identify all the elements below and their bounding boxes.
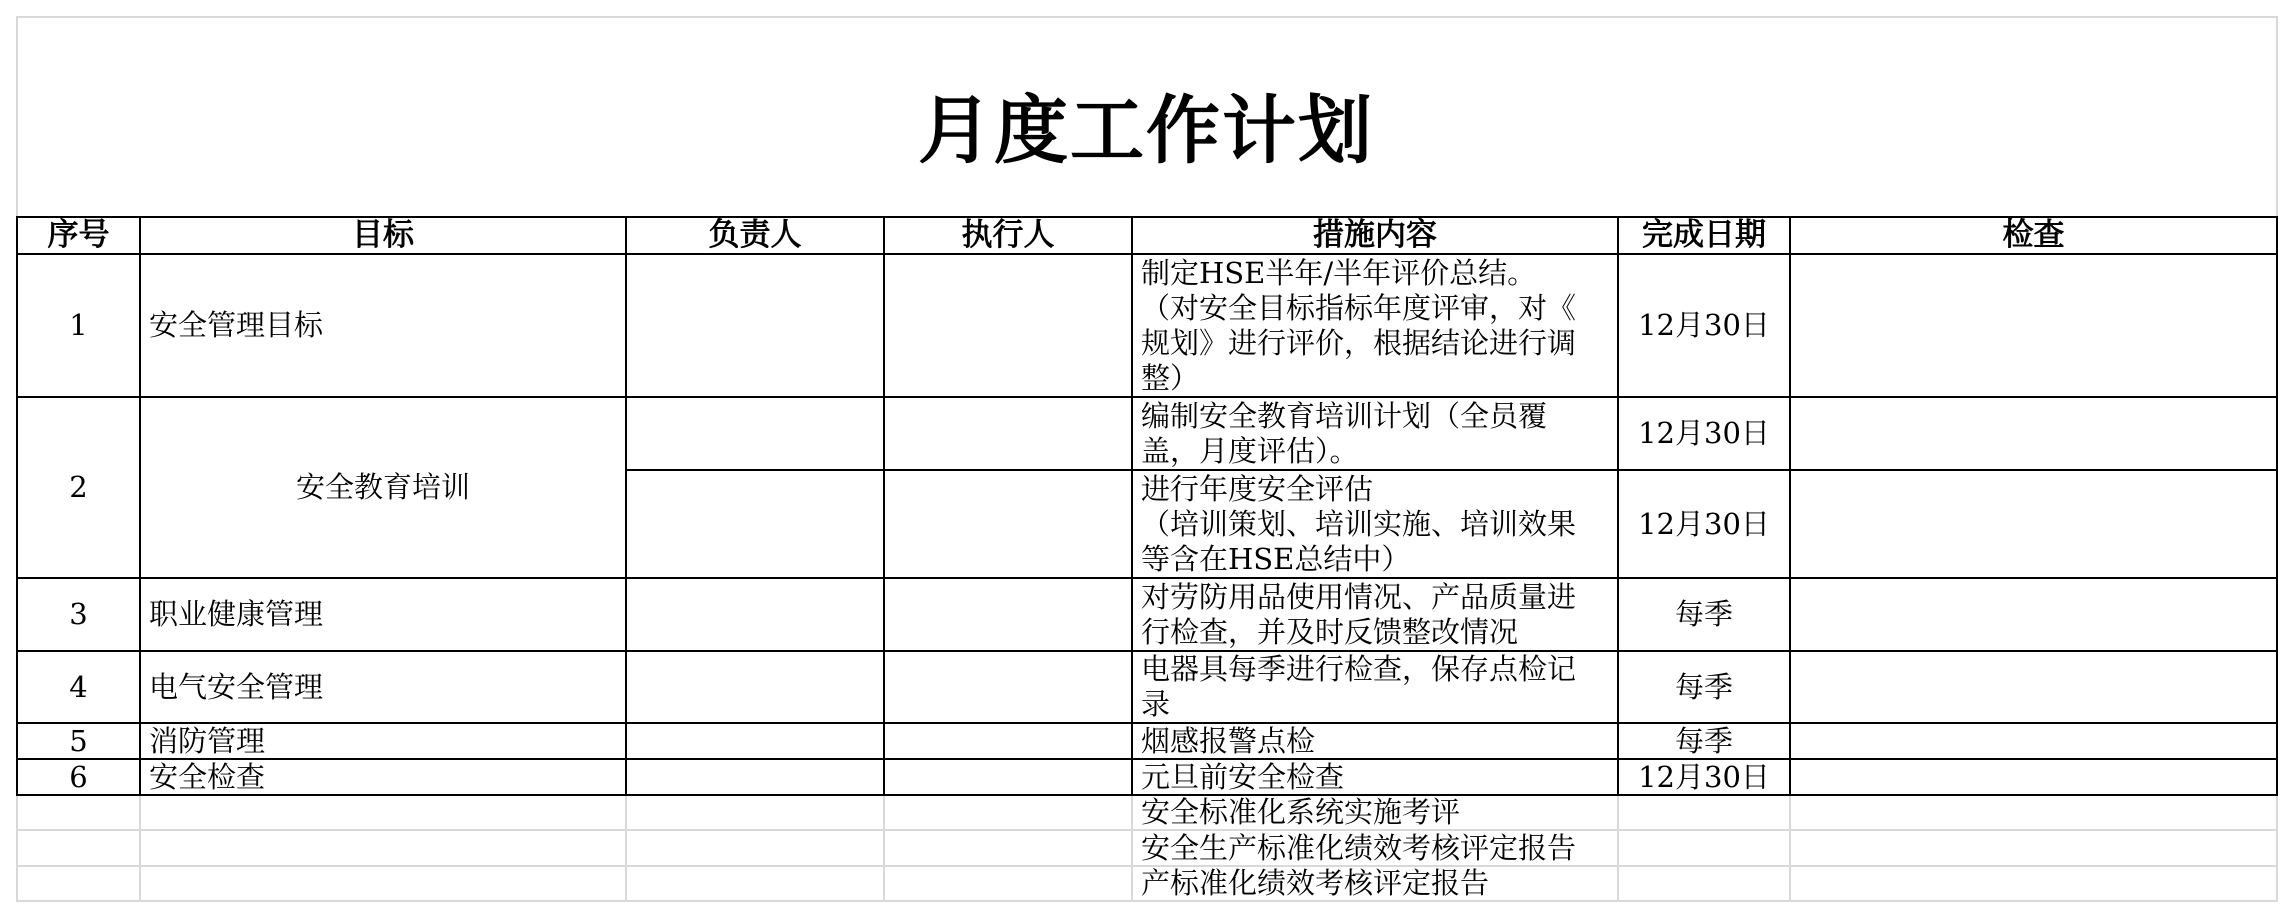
cell-check[interactable] — [1791, 724, 2276, 758]
header-measures[interactable]: 措施内容 — [1313, 217, 1437, 253]
extra-row-text[interactable]: 安全标准化系统实施考评 — [1141, 795, 1461, 829]
page-title: 月度工作计划 — [918, 88, 1374, 174]
cell-measures[interactable]: 烟感报警点检 — [1141, 723, 1316, 758]
cell-executor[interactable] — [885, 760, 1131, 794]
cell-executor[interactable] — [885, 471, 1131, 577]
cell-no[interactable]: 5 — [69, 723, 88, 758]
cell-date[interactable]: 12月30日 — [1638, 759, 1770, 794]
cell-check[interactable] — [1791, 760, 2276, 794]
gridline — [883, 795, 885, 902]
cell-measures[interactable]: 编制安全教育培训计划（全员覆 盖，月度评估）。 — [1141, 398, 1548, 468]
cell-date[interactable]: 每季 — [1674, 597, 1733, 631]
header-owner[interactable]: 负责人 — [708, 217, 802, 253]
table-border — [2276, 216, 2278, 796]
cell-date[interactable]: 每季 — [1674, 723, 1733, 758]
cell-executor[interactable] — [885, 579, 1131, 650]
cell-goal[interactable]: 电气安全管理 — [149, 669, 324, 704]
cell-measures[interactable]: 电器具每季进行检查，保存点检记 录 — [1141, 652, 1577, 721]
cell-owner[interactable] — [627, 579, 883, 650]
cell-executor[interactable] — [885, 255, 1131, 396]
cell-no[interactable]: 1 — [69, 308, 88, 342]
extra-row-text[interactable]: 安全生产标准化绩效考核评定报告 — [1141, 830, 1577, 865]
cell-check[interactable] — [1791, 579, 2276, 650]
header-no[interactable]: 序号 — [47, 217, 110, 253]
cell-date[interactable]: 12月30日 — [1638, 308, 1770, 342]
cell-executor[interactable] — [885, 398, 1131, 469]
cell-executor[interactable] — [885, 724, 1131, 758]
extra-row-text[interactable]: 产标准化绩效考核评定报告 — [1141, 866, 1490, 900]
header-executor[interactable]: 执行人 — [961, 217, 1055, 253]
cell-owner[interactable] — [627, 652, 883, 722]
cell-measures[interactable]: 元旦前安全检查 — [1141, 759, 1345, 794]
cell-measures[interactable]: 进行年度安全评估 （培训策划、培训实施、培训效果 等含在HSE总结中） — [1141, 471, 1577, 576]
cell-date[interactable]: 每季 — [1674, 669, 1733, 704]
header-goal[interactable]: 目标 — [352, 217, 414, 253]
cell-executor[interactable] — [885, 652, 1131, 722]
cell-owner[interactable] — [627, 398, 883, 469]
header-date[interactable]: 完成日期 — [1642, 217, 1766, 253]
cell-measures[interactable]: 制定HSE半年/半年评价总结。 （对安全目标指标年度评审，对《 规划》进行评价，根据结论进行调 整） — [1141, 255, 1577, 395]
cell-goal[interactable]: 职业健康管理 — [149, 597, 324, 631]
gridline — [16, 16, 2278, 18]
cell-date[interactable]: 12月30日 — [1638, 506, 1770, 541]
cell-owner[interactable] — [627, 724, 883, 758]
cell-check[interactable] — [1791, 652, 2276, 722]
cell-owner[interactable] — [627, 471, 883, 577]
gridline — [1789, 795, 1791, 902]
cell-check[interactable] — [1791, 398, 2276, 469]
cell-date[interactable]: 12月30日 — [1638, 416, 1770, 450]
cell-owner[interactable] — [627, 255, 883, 396]
header-check[interactable]: 检查 — [2002, 217, 2065, 253]
cell-measures[interactable]: 对劳防用品使用情况、产品质量进 行检查，并及时反馈整改情况 — [1141, 579, 1577, 649]
cell-goal[interactable]: 安全管理目标 — [149, 308, 324, 342]
cell-check[interactable] — [1791, 471, 2276, 577]
cell-goal[interactable]: 消防管理 — [149, 723, 266, 758]
cell-owner[interactable] — [627, 760, 883, 794]
cell-goal[interactable]: 安全检查 — [149, 759, 266, 794]
cell-no[interactable]: 2 — [69, 470, 88, 504]
cell-no[interactable]: 6 — [69, 759, 88, 794]
cell-no[interactable]: 4 — [69, 669, 88, 704]
cell-goal[interactable]: 安全教育培训 — [295, 470, 470, 504]
gridline — [139, 795, 141, 902]
gridline — [625, 795, 627, 902]
cell-check[interactable] — [1791, 255, 2276, 396]
cell-no[interactable]: 3 — [69, 597, 88, 631]
